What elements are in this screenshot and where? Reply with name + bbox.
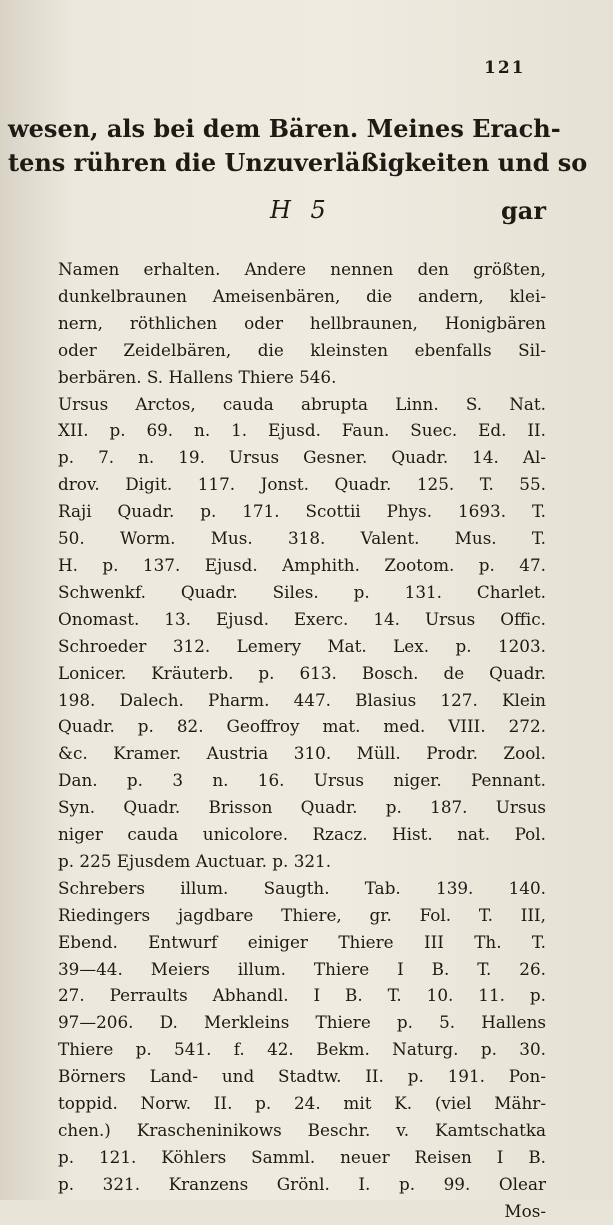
footnote-line: Riedingers jagdbare Thiere, gr. Fol. T. III, xyxy=(58,904,546,925)
footnote-line: 198. Dalech. Pharm. 447. Blasius 127. Klein xyxy=(58,689,546,710)
footnote-line: XII. p. 69. n. 1. Ejusd. Faun. Suec. Ed. II. xyxy=(58,420,546,441)
footnote-line: toppid. Norw. II. p. 24. mit K. (viel Mähr- xyxy=(58,1093,546,1114)
footnote-line: Quadr. p. 82. Geoffroy mat. med. VIII. 272. xyxy=(58,716,546,737)
catchword: gar xyxy=(501,196,546,225)
footnote-line: Thiere p. 541. f. 42. Bekm. Naturg. p. 30. xyxy=(58,1039,546,1060)
footnote-line: 39—44. Meiers illum. Thiere I B. T. 26. xyxy=(58,958,546,979)
page-number: 121 xyxy=(484,58,526,78)
footnote-line: Ebend. Entwurf einiger Thiere III Th. T. xyxy=(58,931,546,952)
footnote xyxy=(58,256,546,1225)
footnote-line: 27. Perraults Abhandl. I B. T. 10. 11. p. xyxy=(58,985,546,1006)
footnote-line: p. 121. Köhlers Samml. neuer Reisen I B. xyxy=(58,1146,546,1167)
footnote-line: Schrebers illum. Saugth. Tab. 139. 140. xyxy=(58,877,546,898)
footnote-line: &c. Kramer. Austria 310. Müll. Prodr. Zool. xyxy=(58,743,546,764)
footnote-line: Dan. p. 3 n. 16. Ursus niger. Pennant. xyxy=(58,770,546,791)
footnote-line: Onomast. 13. Ejusd. Exerc. 14. Ursus Offic. xyxy=(58,608,546,629)
footnote-line: Lonicer. Kräuterb. p. 613. Bosch. de Quadr. xyxy=(58,662,546,683)
footnote-line: berbären. S. Hallens Thiere 546. xyxy=(58,366,337,387)
footnote-line: p. 225 Ejusdem Auctuar. p. 321. xyxy=(58,850,332,871)
footnote-line: Namen erhalten. Andere nennen den größten, xyxy=(58,259,546,279)
footnote-line: Raji Quadr. p. 171. Scottii Phys. 1693. T. xyxy=(58,501,546,522)
printer-signature-mark: H 5 xyxy=(270,196,332,224)
main-text-line: tens rühren die Unzuverläßigkeiten und so xyxy=(8,148,588,177)
footnote-line: niger cauda unicolore. Rzacz. Hist. nat. Pol. xyxy=(58,824,546,845)
signature-row xyxy=(8,196,548,230)
footnote-line: p. 321. Kranzens Grönl. I. p. 99. Olear xyxy=(58,1173,546,1194)
footnote-line: nern, röthlichen oder hellbraunen, Honigbären xyxy=(58,312,546,333)
main-text xyxy=(8,112,588,180)
footnote-line: 50. Worm. Mus. 318. Valent. Mus. T. xyxy=(58,528,546,549)
footnote-line: 97—206. D. Merkleins Thiere p. 5. Hallens xyxy=(58,1012,546,1033)
footnote-line: oder Zeidelbären, die kleinsten ebenfalls Sil- xyxy=(58,339,546,360)
footnote-catchword: Mos- xyxy=(504,1200,546,1221)
footnote-line: dunkelbraunen Ameisenbären, die andern, klei- xyxy=(58,285,546,306)
footnote-line: Ursus Arctos, cauda abrupta Linn. S. Nat. xyxy=(58,393,546,414)
footnote-line: p. 7. n. 19. Ursus Gesner. Quadr. 14. Al- xyxy=(58,447,546,468)
footnote-line: Börners Land- und Stadtw. II. p. 191. Pon- xyxy=(58,1066,546,1087)
footnote-line: Schwenkf. Quadr. Siles. p. 131. Charlet. xyxy=(58,581,546,602)
footnote-line: H. p. 137. Ejusd. Amphith. Zootom. p. 47. xyxy=(58,554,546,575)
footnote-line: chen.) Krascheninikows Beschr. v. Kamtschatka xyxy=(58,1120,546,1140)
footnote-line: drov. Digit. 117. Jonst. Quadr. 125. T. 55. xyxy=(58,474,546,495)
footnote-line: Schroeder 312. Lemery Mat. Lex. p. 1203. xyxy=(58,635,546,656)
main-text-line: wesen, als bei dem Bären. Meines Erach- xyxy=(8,114,561,143)
footnote-line: Syn. Quadr. Brisson Quadr. p. 187. Ursus xyxy=(58,797,546,818)
